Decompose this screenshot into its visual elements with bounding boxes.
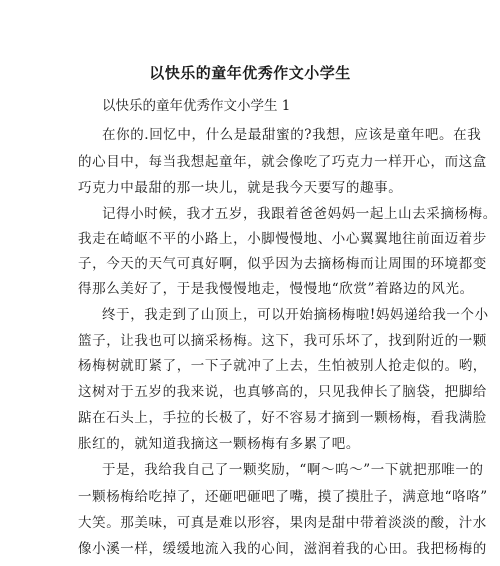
paragraph-line: 这树对于五岁的我来说，也真够高的，只见我伸长了脑袋，把脚给 <box>78 384 487 400</box>
paragraph-line: 杨梅树就盯紧了，一下子就冲了上去，生怕被别人抢走似的。哟， <box>78 358 487 374</box>
paragraph-line: 巧克力中最甜的那一块儿，就是我今天要写的趣事。 <box>78 180 403 196</box>
paragraph-line: 篮子，让我也可以摘采杨梅。这下，我可乐坏了，找到附近的一颗 <box>78 333 487 349</box>
paragraph-line: 在你的.回忆中，什么是最甜蜜的?我想，应该是童年吧。在我 <box>102 127 482 143</box>
paragraph-line: 记得小时候，我才五岁，我跟着爸爸妈妈一起上山去采摘杨梅。 <box>102 206 497 222</box>
paragraph-line: 踮在石头上，手拉的长极了，好不容易才摘到一颗杨梅，看我满脸 <box>78 410 487 426</box>
paragraph-line: 胀红的，就知道我摘这一颗杨梅有多累了吧。 <box>78 436 360 452</box>
document-title: 以快乐的童年优秀作文小学生 <box>149 64 351 82</box>
paragraph-line: 子，今天的天气可真好啊，似乎因为去摘杨梅而让周围的环境都变 <box>78 256 487 272</box>
paragraph-line: 大笑。那美味，可真是难以形容，果肉是甜中带着淡淡的酸，汁水 <box>78 515 487 531</box>
paragraph-line: 的心目中，每当我想起童年，就会像吃了巧克力一样开心，而这盒 <box>78 154 487 170</box>
paragraph-line: 一颗杨梅给吃掉了，还砸吧砸吧了嘴，摸了摸肚子，满意地“咯咯” <box>78 489 488 505</box>
paragraph-line: 像小溪一样，缓缓地流入我的心间，滋润着我的心田。我把杨梅的 <box>78 541 487 557</box>
paragraph-line: 我走在崎岖不平的小路上，小脚慢慢地、小心翼翼地往前面迈着步 <box>78 231 487 247</box>
paragraph-line: 终于，我走到了山顶上，可以开始摘杨梅啦!妈妈递给我一个小 <box>102 307 489 323</box>
document-subtitle: 以快乐的童年优秀作文小学生 1 <box>102 98 291 114</box>
paragraph-line: 得那么美好了，于是我慢慢地走，慢慢地“欣赏”着路边的风光。 <box>78 281 474 297</box>
paragraph-line: 于是，我给我自己了一颗奖励，“啊～呜～”一下就把那唯一的 <box>102 462 484 478</box>
